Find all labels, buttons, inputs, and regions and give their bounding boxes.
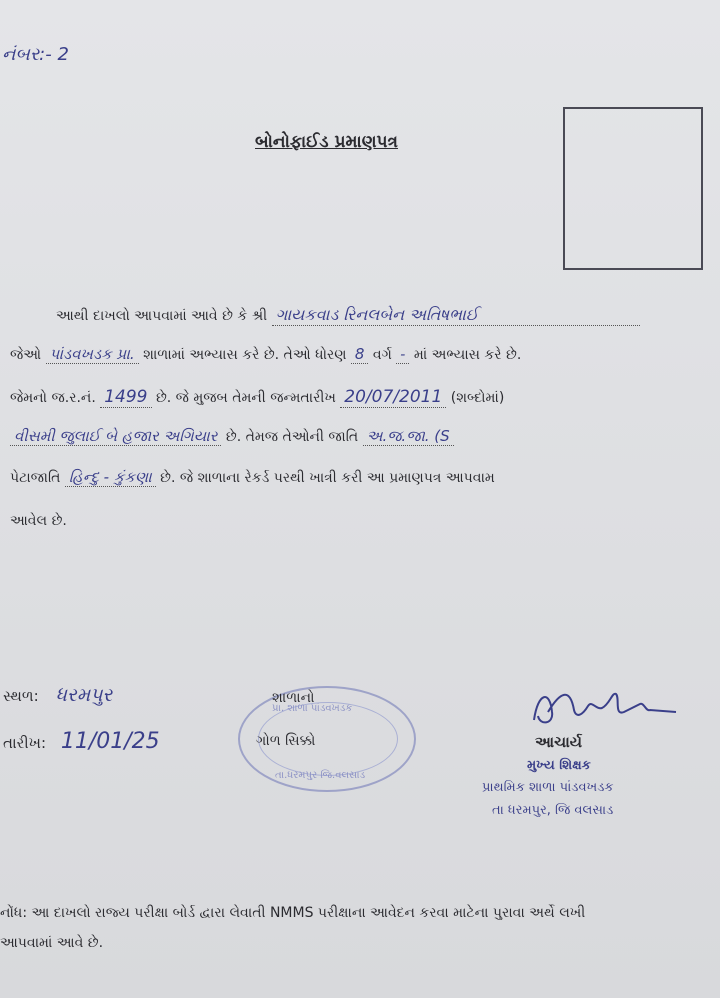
class-label: વર્ગ: [372, 347, 392, 363]
subcaste-value: હિન્દુ - કુંકણા: [65, 468, 156, 487]
caste-value: અ.જ.જા. (S: [363, 427, 454, 446]
serial-number: નંબર:- 2: [2, 44, 69, 65]
date-value: 11/01/25: [60, 729, 160, 754]
head-teacher-stamp: મુખ્ય શિક્ષક: [527, 758, 591, 773]
seal-label-line1: શાળાનો: [272, 690, 315, 706]
body-line-6: આવેલ છે.: [10, 513, 67, 529]
body-line-1: [56, 305, 640, 326]
principal-signature: [530, 682, 680, 732]
body-line-2: [10, 345, 521, 364]
gr-number: 1499: [100, 387, 151, 408]
standard-value: 8: [351, 345, 369, 364]
seal-bottom-text: તા.ધરમપુર જિ.વલસાડ: [275, 770, 366, 781]
line3-suffix: (શબ્દોમાં): [450, 390, 505, 406]
date-of-birth: 20/07/2011: [340, 387, 446, 408]
body-line-4: [10, 427, 454, 446]
line3-prefix: જેમનો જ.ર.નં.: [10, 390, 96, 406]
body-line-5: [10, 468, 495, 487]
place-line: [3, 684, 112, 706]
line2-prefix: જેઓ: [10, 347, 42, 363]
place-value: ધરમપુર: [55, 684, 113, 706]
line1-prefix: આથી દાખલો આપવામાં આવે છે કે શ્રી: [56, 308, 268, 324]
seal-top-text: પ્રા. શાળા પાંડવખડક: [272, 703, 353, 714]
date-label: તારીખ:: [3, 734, 47, 752]
class-value: -: [396, 347, 409, 364]
seal-label-line2: ગોળ સિક્કો: [256, 733, 316, 749]
body-line-3: [10, 387, 504, 408]
school-stamp-name: પ્રાથમિક શાળા પાંડવખડક: [482, 780, 614, 795]
place-label: સ્થળ:: [3, 687, 39, 705]
line2-middle: શાળામાં અભ્યાસ કરે છે. તેઓ ધોરણ: [143, 347, 347, 363]
line5-suffix: છે. જે શાળાના રેકર્ડ પરથી ખાત્રી કરી આ પ્રમાણપત્ર આપવામ: [160, 470, 495, 486]
principal-title: આચાર્ય: [535, 733, 583, 751]
date-line: [3, 729, 160, 754]
line2-suffix: માં અભ્યાસ કરે છે.: [413, 347, 522, 363]
student-name: ગાયકવાડ રિનલબેન અતિષભાઈ: [272, 305, 640, 326]
line4-middle: છે. તેમજ તેઓની જાતિ: [225, 429, 359, 445]
school-name: પાંડવખડક પ્રા.: [46, 345, 139, 364]
line3-middle: છે. જે મુજબ તેમની જન્મતારીખ: [155, 390, 336, 406]
photo-box: [563, 107, 703, 270]
note-line-2: આપવામાં આવે છે.: [0, 935, 104, 951]
line5-prefix: પેટાજાતિ: [10, 470, 61, 486]
school-stamp-address: તા ધરમપુર, જિ વલસાડ: [492, 803, 614, 818]
dob-in-words: વીસમી જુલાઈ બે હજાર અગિયાર: [10, 427, 221, 446]
note-line-1: નોંધ: આ દાખલો રાજ્ય પરીક્ષા બોર્ડ દ્વારા લેવાતી NMMS પરીક્ષાના આવેદન કરવા માટેના પુરાવા અર્થે લખી: [0, 905, 586, 921]
certificate-title: બોનોફાઈડ પ્રમાણપત્ર: [255, 132, 399, 152]
